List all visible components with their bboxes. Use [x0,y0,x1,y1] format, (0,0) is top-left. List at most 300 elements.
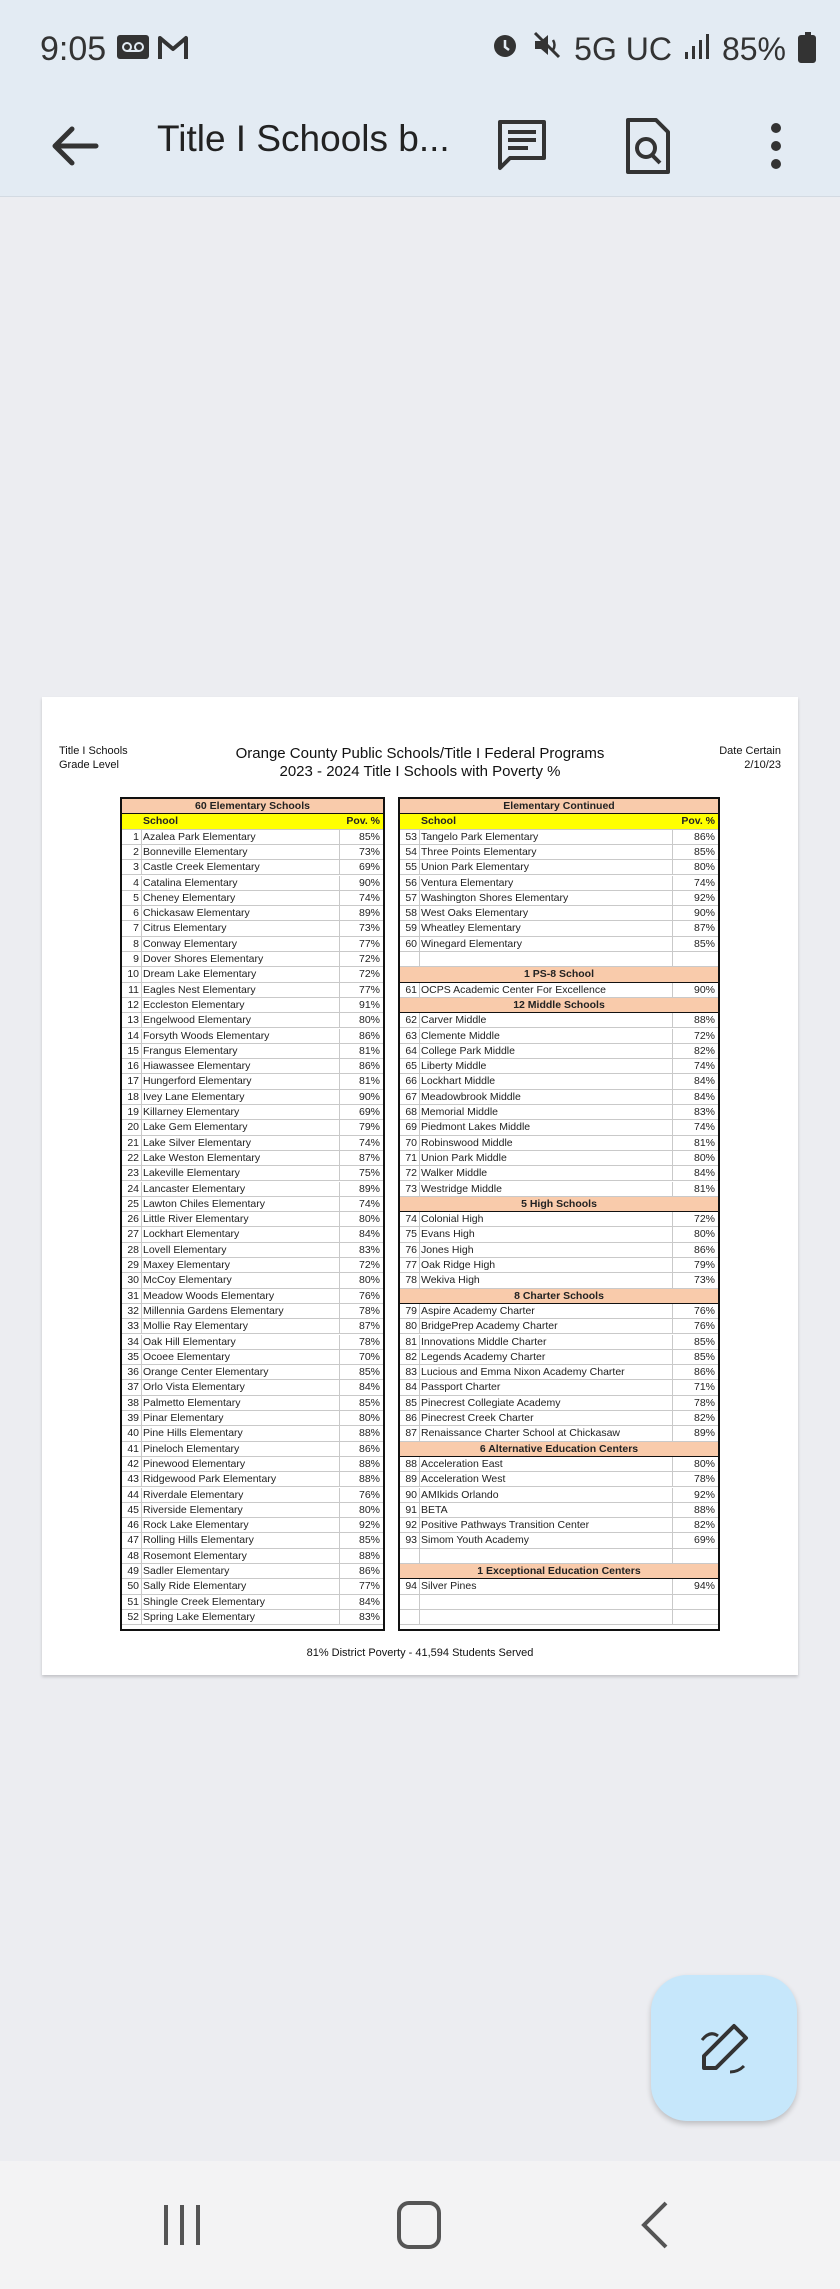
row-number: 22 [127,1151,139,1164]
row-number: 24 [127,1182,139,1195]
row-number: 69 [405,1121,417,1134]
table-row [122,983,383,998]
edit-pen-icon [696,2020,752,2076]
row-number: 74 [405,1213,417,1226]
cell-divider [339,1350,340,1364]
doc-header-right-line: Date Certain [719,745,781,757]
cell-divider [141,1074,142,1088]
row-number: 39 [127,1412,139,1424]
cell-divider [419,830,420,844]
cell-divider [672,921,673,935]
school-name: Ivey Lane Elementary [143,1090,245,1103]
poverty-percent: 87% [358,1151,380,1164]
cell-divider [339,1549,340,1563]
cell-divider [419,1380,420,1394]
cell-divider [419,1411,420,1425]
cell-divider [339,1182,340,1196]
poverty-percent: 90% [358,876,380,889]
row-number: 77 [405,1259,417,1271]
cell-divider [419,876,420,890]
row-number: 53 [405,830,417,843]
cell-divider [419,1182,420,1196]
cell-divider [339,1227,340,1241]
doc-header-left-line: Grade Level [59,759,119,771]
cell-divider [419,1319,420,1333]
poverty-percent: 74% [693,1060,715,1073]
school-name: Orlo Vista Elementary [143,1381,245,1394]
row-number: 10 [127,968,139,981]
cell-divider [141,1013,142,1027]
table-row [122,998,383,1013]
school-name: OCPS Academic Center For Excellence [421,983,606,996]
school-name: Catalina Elementary [143,876,238,889]
poverty-percent: 85% [693,1335,715,1348]
poverty-percent: 71% [693,1381,715,1394]
cell-divider [141,1212,142,1226]
row-number: 60 [405,937,417,950]
row-number: 66 [405,1075,417,1088]
cell-divider [672,1335,673,1349]
cell-divider [419,1365,420,1379]
row-number: 17 [127,1075,139,1088]
cell-divider [419,1074,420,1088]
poverty-percent: 88% [358,1549,380,1562]
cell-divider [672,1227,673,1241]
cell-divider [672,1304,673,1318]
row-number: 72 [405,1167,417,1180]
column-header-school: School [421,815,457,828]
back-arrow-icon[interactable] [46,118,102,174]
cell-divider [419,1136,420,1150]
cell-divider [672,891,673,905]
row-number: 18 [127,1090,139,1103]
cell-divider [339,1564,340,1578]
table-row [122,1472,383,1487]
poverty-percent: 86% [358,1565,380,1577]
poverty-percent: 89% [358,1182,380,1195]
table-row [122,1227,383,1242]
school-name: Acceleration West [421,1473,506,1486]
table-row [400,876,718,891]
table-row [400,1380,718,1395]
school-name: Lancaster Elementary [143,1182,246,1195]
cell-divider [672,1411,673,1425]
school-name: Riverdale Elementary [143,1488,244,1501]
row-number: 21 [127,1136,139,1149]
school-name: Oak Hill Elementary [143,1335,236,1348]
school-name: Engelwood Elementary [143,1014,251,1027]
row-number: 48 [127,1549,139,1562]
table-row [400,1029,718,1044]
table-row [122,1365,383,1380]
comment-icon[interactable] [494,116,550,176]
cell-divider [419,937,420,951]
poverty-percent: 90% [693,907,715,920]
table-row [122,1396,383,1411]
poverty-percent: 76% [358,1488,380,1501]
table-row [400,1151,718,1166]
row-number: 5 [133,891,139,904]
table-row [122,1136,383,1151]
cell-divider [339,1442,340,1456]
table-row [122,1029,383,1044]
cell-divider [339,1243,340,1257]
cell-divider [339,1197,340,1211]
mute-icon [532,30,562,68]
cell-divider [419,1166,420,1180]
table-row [122,906,383,921]
cell-divider [339,1319,340,1333]
cell-divider [419,1059,420,1073]
row-number: 37 [127,1381,139,1394]
table-row [400,891,718,906]
poverty-percent: 88% [693,1503,715,1516]
poverty-percent: 78% [358,1335,380,1348]
table-row [400,1610,718,1625]
poverty-percent: 76% [693,1320,715,1333]
row-number: 81 [405,1335,417,1348]
poverty-percent: 73% [358,845,380,858]
cell-divider [672,1120,673,1134]
table-row [122,1289,383,1304]
poverty-percent: 92% [693,891,715,904]
school-name: Spring Lake Elementary [143,1610,256,1623]
cell-divider [141,1166,142,1180]
poverty-percent: 80% [693,1228,715,1241]
table-row [400,1304,718,1319]
voicemail-icon [116,32,150,67]
cell-divider [419,952,420,966]
school-name: McCoy Elementary [143,1274,232,1287]
school-name: Silver Pines [421,1580,477,1593]
school-name: Innovations Middle Charter [421,1335,547,1348]
poverty-percent: 80% [693,1151,715,1164]
cell-divider [339,1335,340,1349]
school-name: Maxey Elementary [143,1259,230,1271]
row-number: 56 [405,876,417,889]
row-number: 42 [127,1457,139,1470]
poverty-percent: 69% [358,861,380,874]
school-name: Pine Hills Elementary [143,1427,243,1440]
school-name: Pinecrest Creek Charter [421,1412,534,1424]
table-row [400,1595,718,1610]
cell-divider [339,1258,340,1272]
cell-divider [141,891,142,905]
poverty-percent: 72% [358,968,380,981]
table-row [122,1380,383,1395]
cell-divider [141,906,142,920]
poverty-percent: 86% [358,1060,380,1073]
table-row [400,1273,718,1288]
cell-divider [339,1533,340,1547]
table-row [400,921,718,936]
poverty-percent: 84% [358,1228,380,1241]
system-nav-bar [0,2161,840,2289]
find-in-page-icon[interactable] [622,116,678,176]
cell-divider [141,1533,142,1547]
poverty-percent: 87% [693,922,715,935]
poverty-percent: 85% [693,937,715,950]
row-number: 32 [127,1304,139,1317]
poverty-percent: 69% [693,1534,715,1547]
cell-divider [672,1059,673,1073]
school-name: Eccleston Elementary [143,998,245,1011]
cell-divider [672,1549,673,1563]
table-row [122,921,383,936]
cell-divider [672,1151,673,1165]
cell-divider [141,1059,142,1073]
cell-divider [419,1457,420,1471]
cell-divider [339,1426,340,1440]
table-row [400,1120,718,1135]
table-row [122,1074,383,1089]
cell-divider [141,1488,142,1502]
table-row [122,1549,383,1564]
home-icon[interactable] [389,2197,449,2253]
school-name: Lake Weston Elementary [143,1151,261,1164]
school-name: Wekiva High [421,1274,480,1287]
school-name: Liberty Middle [421,1060,487,1073]
table-row [400,1166,718,1181]
poverty-percent: 80% [358,1503,380,1516]
cell-divider [672,1136,673,1150]
row-number: 50 [127,1580,139,1593]
poverty-percent: 86% [693,1366,715,1379]
column-header-pov: Pov. % [346,815,380,828]
cell-divider [339,891,340,905]
cell-divider [339,1013,340,1027]
table-row [122,1426,383,1441]
poverty-percent: 74% [358,1197,380,1210]
cell-divider [672,1258,673,1272]
school-name: Lakeville Elementary [143,1167,240,1180]
cell-divider [419,1396,420,1410]
cell-divider [141,1396,142,1410]
poverty-percent: 85% [693,1350,715,1363]
poverty-percent: 88% [358,1473,380,1486]
school-name: Ocoee Elementary [143,1350,230,1363]
cell-divider [672,952,673,966]
row-number: 67 [405,1090,417,1103]
school-name: Piedmont Lakes Middle [421,1121,531,1134]
cell-divider [339,1166,340,1180]
status-right [490,30,816,68]
poverty-percent: 73% [693,1274,715,1287]
table-row [122,1319,383,1334]
cell-divider [672,845,673,859]
cell-divider [141,1442,142,1456]
cell-divider [141,876,142,890]
row-number: 13 [127,1014,139,1027]
cell-divider [419,906,420,920]
cell-divider [141,1182,142,1196]
table-row [400,1227,718,1242]
cell-divider [672,1105,673,1119]
row-number: 16 [127,1060,139,1073]
cell-divider [672,830,673,844]
cell-divider [419,1426,420,1440]
edit-fab[interactable] [651,1975,797,2121]
cell-divider [339,1472,340,1486]
table-row [400,1457,718,1472]
battery-icon [798,35,816,63]
table-row [122,967,383,982]
poverty-percent: 85% [358,1534,380,1547]
row-number: 62 [405,1014,417,1027]
poverty-percent: 73% [358,922,380,935]
table-row [400,830,718,845]
gmail-icon [157,32,189,67]
cell-divider [339,1503,340,1517]
poverty-percent: 78% [693,1473,715,1486]
row-number: 59 [405,922,417,935]
poverty-percent: 81% [358,1044,380,1057]
cell-divider [339,921,340,935]
poverty-percent: 83% [358,1610,380,1623]
nav-back-icon[interactable] [626,2197,686,2253]
cell-divider [141,1090,142,1104]
school-name: BETA [421,1503,448,1516]
cell-divider [672,1533,673,1547]
row-number: 25 [127,1197,139,1210]
school-name: Shingle Creek Elementary [143,1595,265,1608]
cell-divider [672,1457,673,1471]
cell-divider [672,1166,673,1180]
table-row [400,1013,718,1028]
poverty-percent: 82% [693,1412,715,1424]
poverty-percent: 75% [358,1167,380,1180]
column-header-row [400,814,718,829]
school-name: Lockhart Elementary [143,1228,240,1241]
row-number: 88 [405,1457,417,1470]
school-name: Ventura Elementary [421,876,514,889]
poverty-percent: 85% [358,1396,380,1409]
poverty-percent: 85% [358,830,380,843]
school-name: Rolling Hills Elementary [143,1534,254,1547]
poverty-percent: 84% [693,1075,715,1088]
table-row [400,1350,718,1365]
table-row [122,1197,383,1212]
cell-divider [419,1105,420,1119]
row-number: 87 [405,1427,417,1440]
school-name: Hungerford Elementary [143,1075,252,1088]
table-row [122,845,383,860]
school-name: College Park Middle [421,1044,515,1057]
poverty-percent: 81% [358,1075,380,1088]
row-number: 12 [127,998,139,1011]
cell-divider [141,1120,142,1134]
poverty-percent: 88% [358,1457,380,1470]
more-vert-icon[interactable] [750,116,806,176]
row-number: 14 [127,1029,139,1042]
cell-divider [339,876,340,890]
cell-divider [339,1151,340,1165]
poverty-percent: 72% [693,1029,715,1042]
column-header-row [122,814,383,829]
school-name: Union Park Middle [421,1151,507,1164]
cell-divider [141,1319,142,1333]
cell-divider [339,937,340,951]
cell-divider [672,1472,673,1486]
table-row [122,1304,383,1319]
school-name: Washington Shores Elementary [421,891,569,904]
table-row [400,1426,718,1441]
school-name: Oak Ridge High [421,1259,496,1271]
cell-divider [141,1595,142,1609]
school-name: Eagles Nest Elementary [143,983,256,996]
cell-divider [141,1335,142,1349]
cell-divider [141,1549,142,1563]
cell-divider [141,998,142,1012]
cell-divider [141,937,142,951]
table-row [400,1212,718,1227]
school-name: Walker Middle [421,1167,488,1180]
row-number: 86 [405,1412,417,1424]
school-name: Mollie Ray Elementary [143,1320,249,1333]
table-row [122,1503,383,1518]
school-name: Robinswood Middle [421,1136,513,1149]
poverty-percent: 94% [693,1580,715,1593]
school-name: Sally Ride Elementary [143,1580,247,1593]
poverty-percent: 92% [358,1519,380,1532]
row-number: 85 [405,1396,417,1409]
row-number: 80 [405,1320,417,1333]
row-number: 3 [133,861,139,874]
poverty-percent: 84% [358,1595,380,1608]
school-name: Dover Shores Elementary [143,953,264,965]
row-number: 11 [128,983,139,996]
cell-divider [339,830,340,844]
table-row [122,1105,383,1120]
school-name: Pinewood Elementary [143,1457,246,1470]
table-row [400,937,718,952]
poverty-percent: 89% [693,1427,715,1440]
row-number: 30 [127,1274,139,1287]
school-name: Wheatley Elementary [421,922,521,935]
school-name: West Oaks Elementary [421,907,529,920]
recents-icon[interactable] [152,2197,212,2253]
cell-divider [141,1610,142,1624]
cell-divider [672,1579,673,1593]
school-name: Chickasaw Elementary [143,907,250,920]
row-number: 76 [405,1243,417,1256]
row-number: 4 [133,876,139,889]
poverty-percent: 76% [693,1304,715,1317]
poverty-percent: 85% [358,1366,380,1379]
cell-divider [672,1044,673,1058]
poverty-percent: 88% [358,1427,380,1440]
school-name: Lockhart Middle [421,1075,496,1088]
poverty-percent: 80% [693,861,715,874]
cell-divider [141,1365,142,1379]
school-name: Acceleration East [421,1457,503,1470]
section-heading: 60 Elementary Schools [122,799,383,814]
table-row [122,1273,383,1288]
row-number: 70 [405,1136,417,1149]
cell-divider [141,1105,142,1119]
cell-divider [672,937,673,951]
cell-divider [419,1503,420,1517]
school-name: Killarney Elementary [143,1106,240,1118]
table-row [122,1258,383,1273]
row-number: 36 [127,1366,139,1379]
row-number: 68 [405,1106,417,1118]
cell-divider [419,1120,420,1134]
table-row [400,1074,718,1089]
school-name: Forsyth Woods Elementary [143,1029,270,1042]
row-number: 93 [405,1534,417,1547]
row-number: 20 [127,1121,139,1134]
